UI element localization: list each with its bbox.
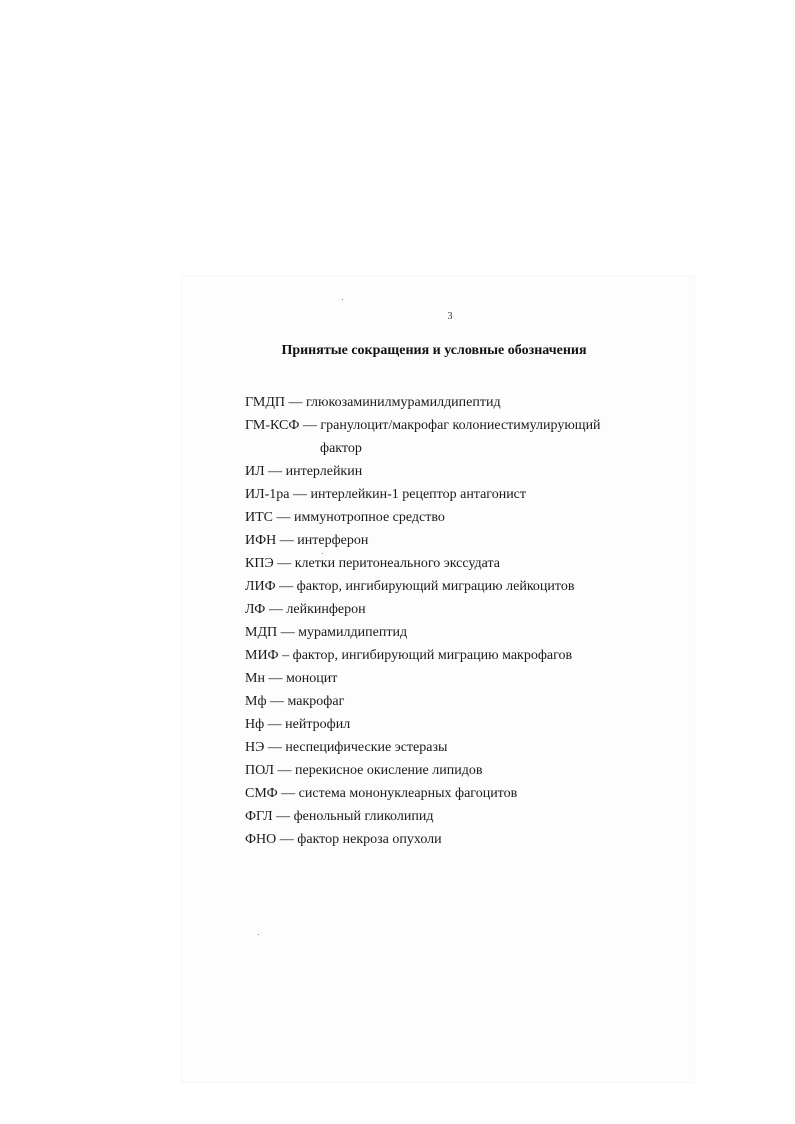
list-item (245, 529, 665, 552)
list-item (245, 713, 665, 736)
list-item (245, 805, 665, 828)
list-item (245, 621, 665, 644)
abbreviation-entry: МИФ – фактор, ингибирующий миграцию макрофагов (245, 648, 573, 663)
abbreviation-entry: НЭ — неспецифические эстеразы (245, 740, 448, 755)
abbreviation-entry: ФНО — фактор некроза опухоли (245, 832, 442, 847)
abbreviation-entry-continuation: фактор (320, 441, 362, 456)
list-item (245, 483, 665, 506)
abbreviation-entry: ИТС — иммунотропное средство (245, 510, 445, 525)
list-item (245, 391, 665, 414)
abbreviation-entry: СМФ — система мононуклеарных фагоцитов (245, 786, 518, 801)
page-title: Принятые сокращения и условные обозначения (281, 343, 587, 358)
abbreviation-entry: ГМ-КСФ — гранулоцит/макрофаг колониестимулирующий (245, 418, 601, 433)
list-item (245, 644, 665, 667)
list-item (245, 736, 665, 759)
list-item (245, 782, 665, 805)
scan-speck (342, 299, 343, 300)
abbreviation-entry: ФГЛ — фенольный гликолипид (245, 809, 434, 824)
abbreviation-entry: Мн — моноцит (245, 671, 338, 686)
abbreviation-entry: ЛИФ — фактор, ингибирующий миграцию лейкоцитов (245, 579, 575, 594)
list-item (245, 598, 665, 621)
abbreviation-entry: ГМДП — глюкозаминилмурамилдипептид (245, 395, 501, 410)
list-item (245, 828, 665, 851)
list-item (245, 667, 665, 690)
abbreviation-entry: МДП — мурамилдипептид (245, 625, 408, 640)
list-item (245, 460, 665, 483)
abbreviation-entry: ПОЛ — перекисное окисление липидов (245, 763, 483, 778)
abbreviation-entry: КПЭ — клетки перитонеального экссудата (245, 556, 501, 571)
abbreviation-entry: Мф — макрофаг (245, 694, 345, 709)
abbreviation-entry: Нф — нейтрофил (245, 717, 351, 732)
abbreviation-entry: ИФН — интерферон (245, 533, 369, 548)
abbreviation-entry: ЛФ — лейкинферон (245, 602, 366, 617)
list-item (245, 690, 665, 713)
list-item (245, 575, 665, 598)
list-item (245, 506, 665, 529)
abbreviation-entry: ИЛ-1ра — интерлейкин-1 рецептор антагонист (245, 487, 527, 502)
list-item (245, 552, 665, 575)
abbreviation-list (245, 391, 665, 851)
list-item (245, 414, 665, 460)
abbreviation-entry: ИЛ — интерлейкин (245, 464, 363, 479)
page-number: 3 (447, 311, 453, 322)
scan-speck (258, 934, 259, 935)
list-item (245, 759, 665, 782)
